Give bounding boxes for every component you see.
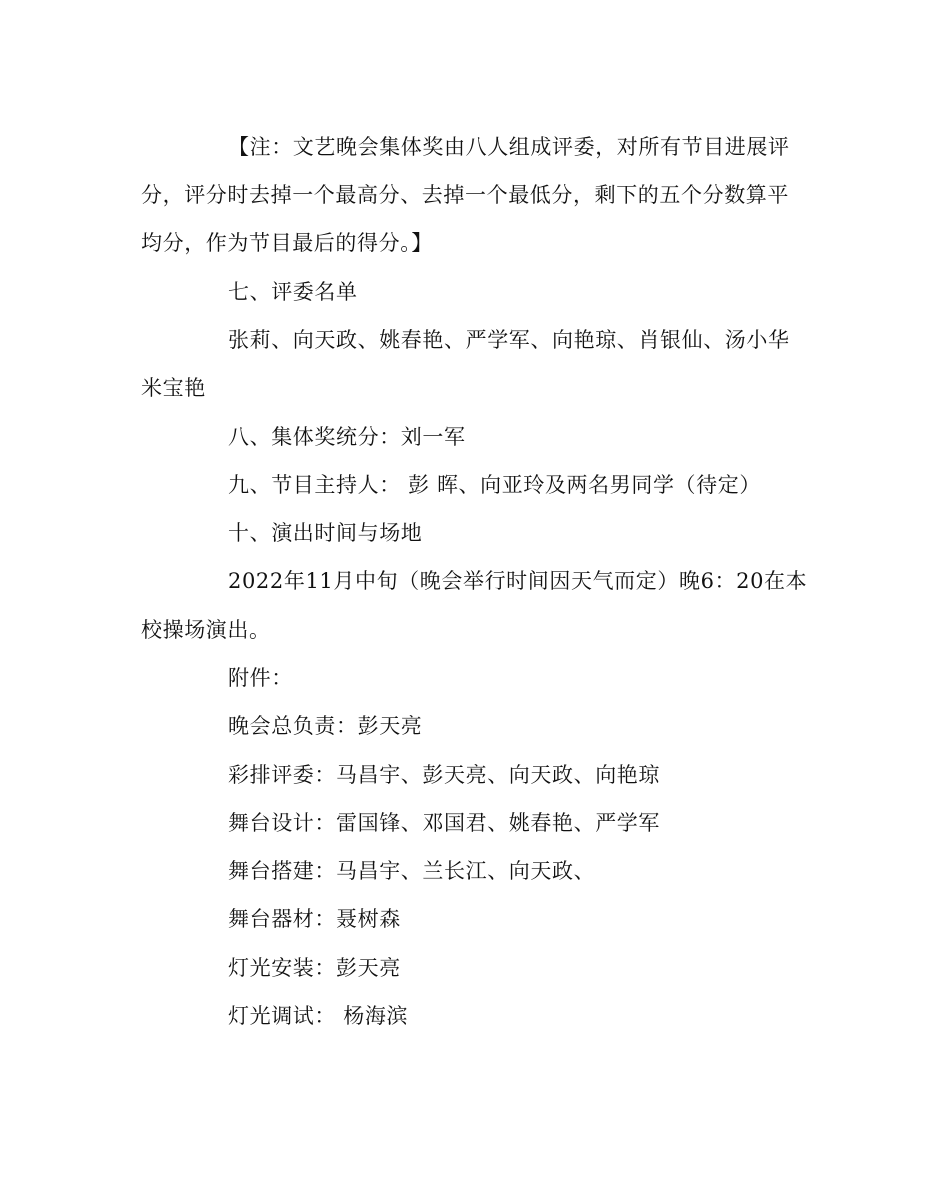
attachment-item: 彩排评委：马昌宇、彭天亮、向天政、向艳琼: [228, 763, 660, 787]
judges-names-line-2: 米宝艳: [141, 376, 206, 400]
performance-time-line-1: 2022年11月中旬（晚会举行时间因天气而定）晚6：20在本: [228, 569, 808, 593]
note-line-2: 分，评分时去掉一个最高分、去掉一个最低分，剩下的五个分数算平: [141, 183, 789, 207]
section-9-hosts: 九、节目主持人： 彭 晖、向亚玲及两名男同学（待定）: [228, 473, 761, 497]
attachment-heading: 附件：: [228, 666, 293, 690]
attachment-item: 舞台器材：聂树森: [228, 907, 401, 931]
section-8-score-tally: 八、集体奖统分：刘一军: [228, 425, 466, 449]
section-7-heading: 七、评委名单: [228, 280, 358, 304]
attachment-item: 灯光安装：彭天亮: [228, 956, 401, 980]
attachment-item: 晚会总负责：彭天亮: [228, 714, 423, 738]
judges-names-line-1: 张莉、向天政、姚春艳、严学军、向艳琼、肖银仙、汤小华: [228, 328, 790, 352]
section-10-heading: 十、演出时间与场地: [228, 521, 423, 545]
performance-time-line-2: 校操场演出。: [141, 618, 271, 642]
attachment-item: 舞台搭建：马昌宇、兰长江、向天政、: [228, 859, 596, 883]
attachment-item: 灯光调试： 杨海滨: [228, 1004, 409, 1028]
attachment-item: 舞台设计：雷国锋、邓国君、姚春艳、严学军: [228, 811, 660, 835]
note-line-3: 均分，作为节目最后的得分。】: [141, 231, 433, 255]
note-line-1: 【注：文艺晚会集体奖由八人组成评委，对所有节目进展评: [228, 135, 790, 159]
